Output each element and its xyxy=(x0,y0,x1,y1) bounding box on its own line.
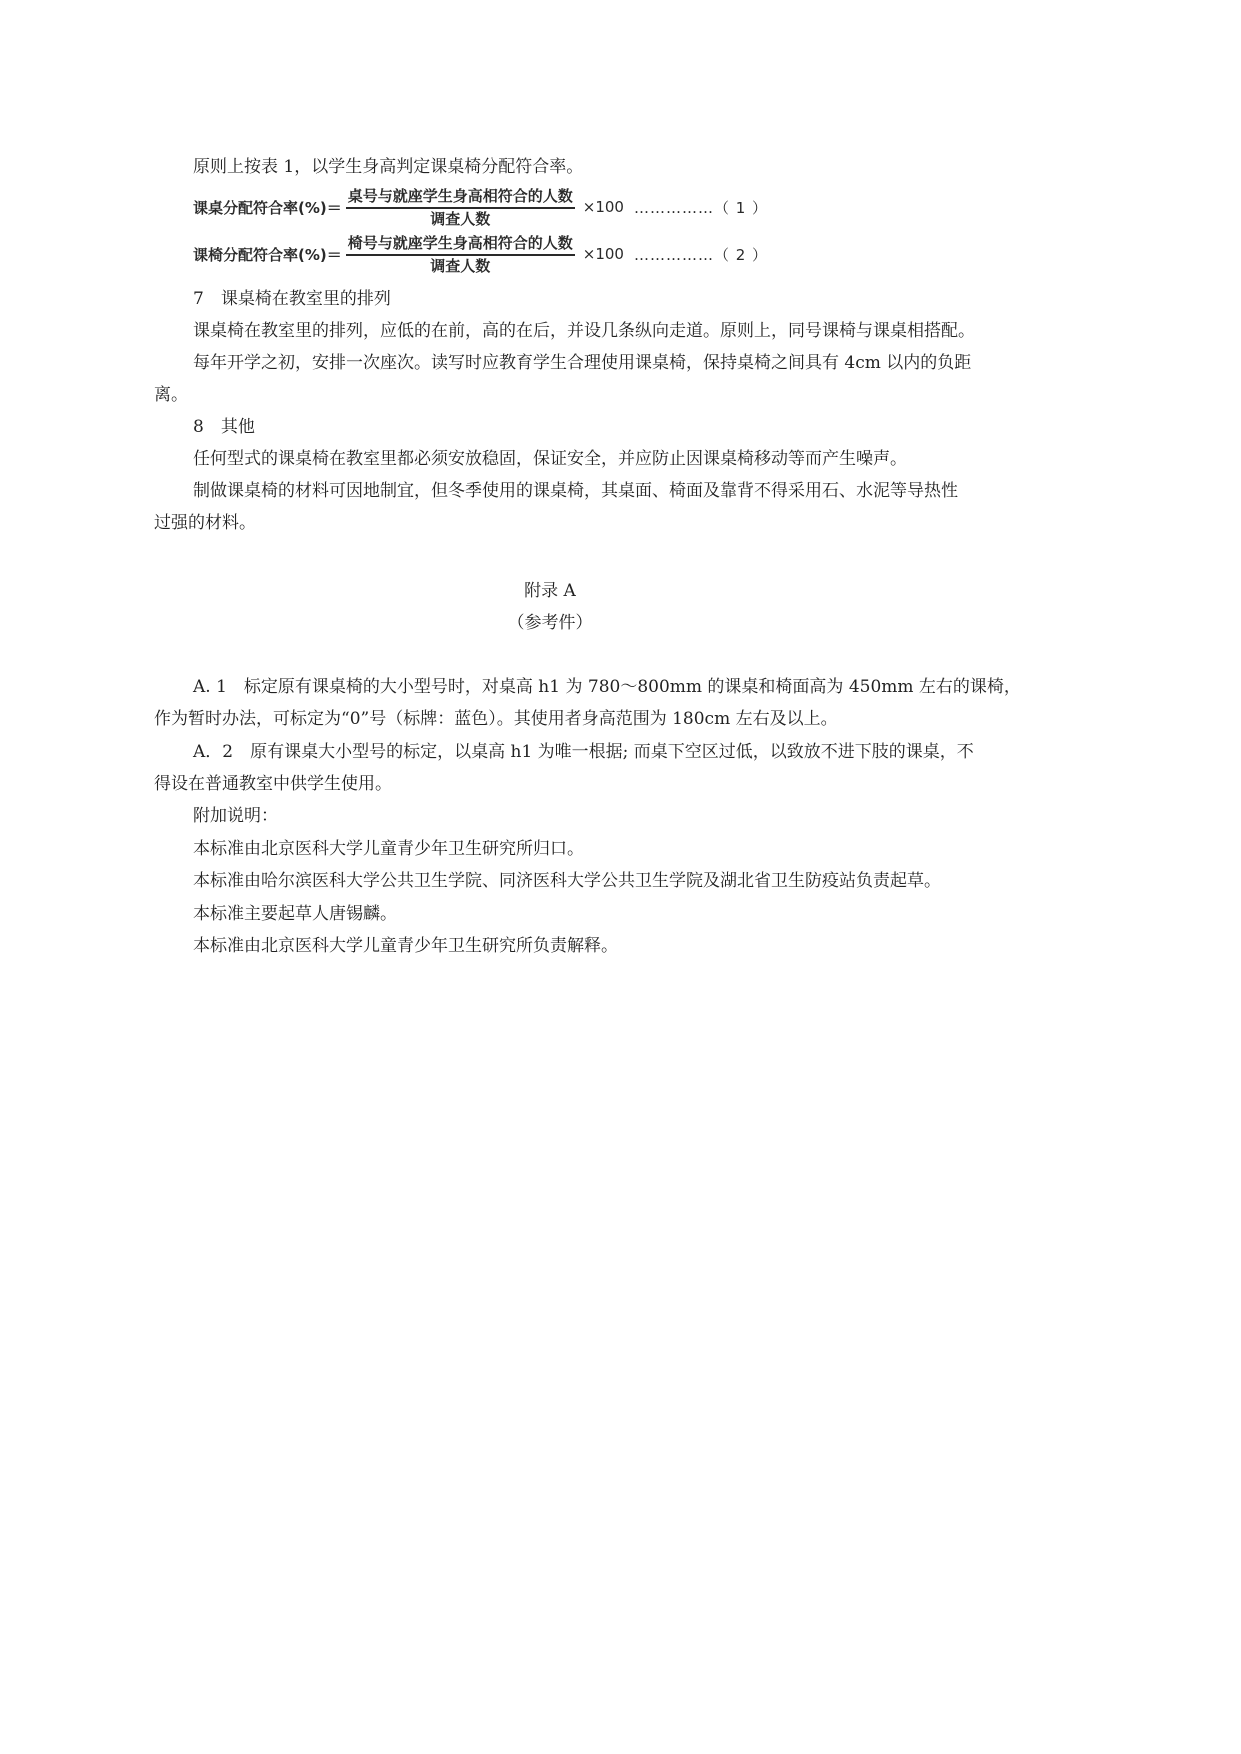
equation-number: ……………（ 1 ） xyxy=(633,198,769,217)
formula-denominator: 调查人数 xyxy=(430,209,491,228)
section-8-heading: 8 其他 xyxy=(193,417,255,437)
formula-lhs: 课桌分配符合率(%)＝ xyxy=(193,198,342,217)
section-8-paragraph-1: 任何型式的课桌椅在教室里都必须安放稳固，保证安全，并应防止因课桌椅移动等而产生噪声。 xyxy=(193,449,907,469)
section-7-paragraph-2-cont: 离。 xyxy=(154,385,188,405)
note-2: 本标准由哈尔滨医科大学公共卫生学院、同济医科大学公共卫生学院及湖北省卫生防疫站负责起草。 xyxy=(193,871,941,891)
formula-numerator: 椅号与就座学生身高相符合的人数 xyxy=(346,234,575,256)
appendix-subtitle: （参考件） xyxy=(507,613,593,633)
formula-desk-rate xyxy=(193,181,768,233)
appendix-a1: A. 1 标定原有课桌椅的大小型号时，对桌高 h1 为 780～800mm 的课桌和椅面高为 450mm 左右的课椅， xyxy=(193,677,1021,697)
formula-multiplier: ×100 xyxy=(582,198,624,216)
section-7-paragraph-1: 课桌椅在教室里的排列，应低的在前，高的在后，并设几条纵向走道。原则上，同号课椅与课桌相搭配。 xyxy=(193,321,975,341)
formula-fraction xyxy=(346,187,575,228)
formula-multiplier: ×100 xyxy=(582,245,624,263)
appendix-a2: A．2 原有课桌大小型号的标定，以桌高 h1 为唯一根据; 而桌下空区过低，以致放不进下肢的课桌，不 xyxy=(193,742,974,762)
intro-text: 原则上按表 1，以学生身高判定课桌椅分配符合率。 xyxy=(193,157,584,177)
note-3: 本标准主要起草人唐锡麟。 xyxy=(193,904,397,924)
section-8-paragraph-2: 制做课桌椅的材料可因地制宜，但冬季使用的课桌椅，其桌面、椅面及靠背不得采用石、水泥等导热性 xyxy=(193,481,958,501)
appendix-title: 附录 A xyxy=(524,581,576,601)
formula-lhs: 课椅分配符合率(%)＝ xyxy=(193,245,342,264)
appendix-a1-cont: 作为暂时办法，可标定为“0”号（标牌：蓝色）。其使用者身高范围为 180cm 左右及以上。 xyxy=(154,709,838,729)
formula-numerator: 桌号与就座学生身高相符合的人数 xyxy=(346,187,575,209)
formula-denominator: 调查人数 xyxy=(430,256,491,275)
section-8-paragraph-2-cont: 过强的材料。 xyxy=(154,513,256,533)
appendix-a2-cont: 得设在普通教室中供学生使用。 xyxy=(154,774,392,794)
equation-number: ……………（ 2 ） xyxy=(633,245,769,264)
section-7-paragraph-2: 每年开学之初，安排一次座次。读写时应教育学生合理使用课桌椅，保持桌椅之间具有 4cm 以内的负距 xyxy=(193,353,972,373)
note-4: 本标准由北京医科大学儿童青少年卫生研究所负责解释。 xyxy=(193,936,618,956)
section-7-heading: 7 课桌椅在教室里的排列 xyxy=(193,289,391,309)
note-1: 本标准由北京医科大学儿童青少年卫生研究所归口。 xyxy=(193,839,584,859)
formula-fraction xyxy=(346,234,575,275)
formula-chair-rate xyxy=(193,228,768,280)
notes-heading: 附加说明： xyxy=(193,806,278,826)
